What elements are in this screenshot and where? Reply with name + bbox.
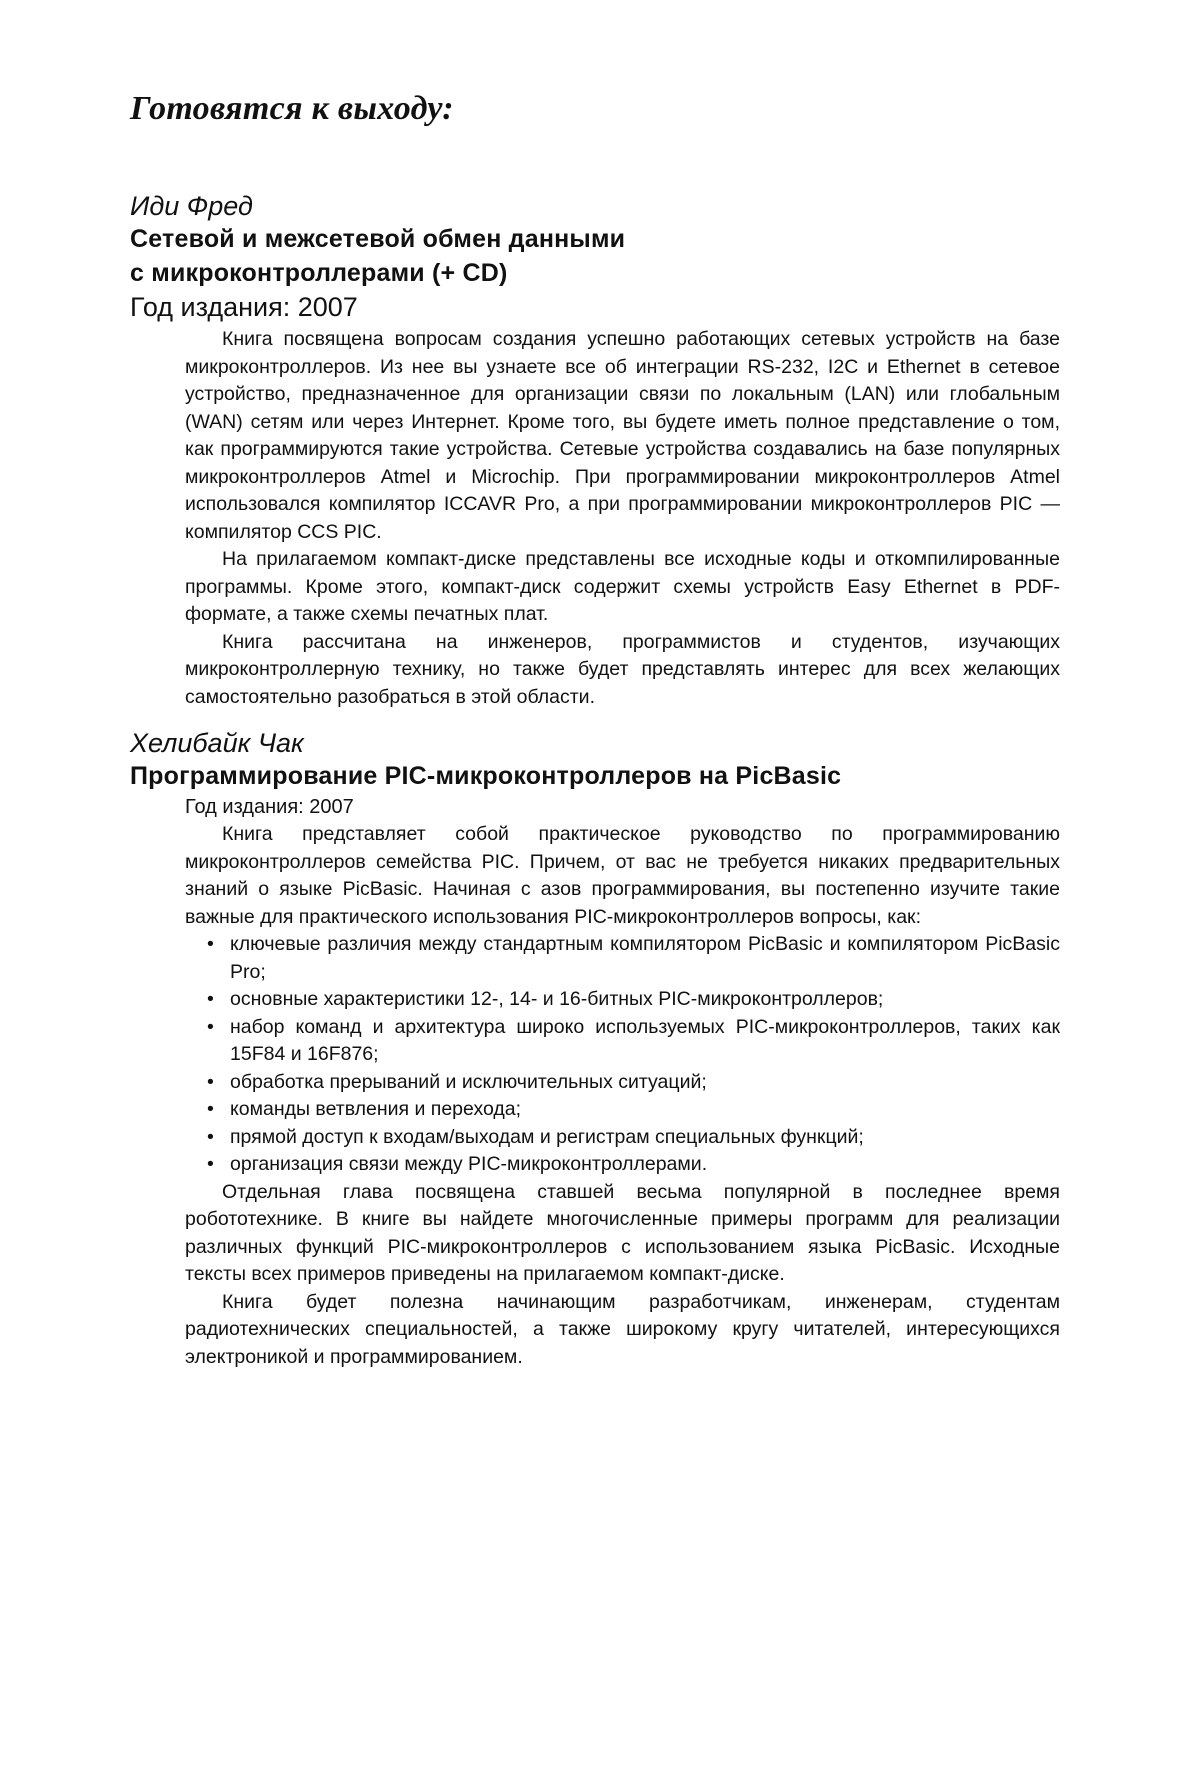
bullet-icon: • <box>207 933 214 955</box>
book-entry-1 <box>130 190 1060 711</box>
book-title: Программирование PIC-микроконтроллеров на PicBasic <box>130 762 842 790</box>
description-paragraph: На прилагаемом компакт-диске представлены все исходные коды и откомпилированные программы. Кроме этого, компакт-диск содержит схемы устройств Easy Ethernet в PDF-формате, а также схемы печатных плат. <box>185 548 1060 625</box>
feature-text: основные характеристики 12-, 14- и 16-битных PIC-микроконтроллеров; <box>230 988 884 1010</box>
page-heading: Готовятся к выходу: <box>130 90 454 127</box>
feature-list-item <box>205 1014 1060 1069</box>
feature-list-item <box>205 986 1060 1014</box>
description-paragraph: Книга рассчитана на инженеров, программистов и студентов, изучающих микроконтроллерную технику, но также будет представлять интерес для всех желающих самостоятельно разобраться в этой области. <box>185 630 1060 708</box>
feature-text: команды ветвления и перехода; <box>230 1098 522 1120</box>
book-description <box>185 821 1060 1371</box>
book-entry-2 <box>130 727 1060 1371</box>
bullet-icon: • <box>207 1098 214 1120</box>
feature-text: организация связи между PIC-микроконтроллерами. <box>230 1153 708 1175</box>
bullet-icon: • <box>207 1125 214 1148</box>
description-paragraph: Книга посвящена вопросам создания успешно работающих сетевых устройств на базе микроконтроллеров. Из нее вы узнаете все об интеграции RS-232, I2C и Ethernet в сетевое устройство, предназначенное для организации связи по локальным (LAN) или глобальным (WAN) сетям или через Интернет. Кроме того, вы будете иметь полное представление о том, как программируются такие устройства. Сетевые устройства создавались на базе популярных микроконтроллеров Atmel и Microchip. При программировании микроконтроллеров Atmel использовался компилятор ICCAVR Pro, а при программировании микроконтроллеров PIC — компилятор CCS PIC. <box>185 328 1060 543</box>
feature-text: набор команд и архитектура широко используемых PIC-микроконтроллеров, таких как 15F84 и 16F876; <box>230 1015 1060 1065</box>
book-description <box>185 326 1060 711</box>
feature-list-item <box>205 1096 1060 1124</box>
bullet-icon: • <box>207 1015 214 1038</box>
book-year: Год издания: 2007 <box>130 292 358 322</box>
book-title-line-2: с микроконтроллерами (+ CD) <box>130 259 508 287</box>
description-paragraph: Отдельная глава посвящена ставшей весьма популярной в последнее время робототехнике. В книге вы найдете многочисленные примеры программ для реализации различных функций PIC-микроконтроллеров с использованием языка PicBasic. Исходные тексты всех примеров приведены на прилагаемом компакт-диске. <box>185 1180 1060 1285</box>
book-year: Год издания: 2007 <box>185 796 354 818</box>
feature-text: ключевые различия между стандартным компилятором PicBasic и компилятором PicBasic Pro; <box>230 933 1060 983</box>
feature-text: прямой доступ к входам/выходам и регистрам специальных функций; <box>230 1125 864 1148</box>
feature-list-item <box>205 1069 1060 1097</box>
feature-text: обработка прерываний и исключительных ситуаций; <box>230 1070 707 1093</box>
bullet-icon: • <box>207 988 214 1010</box>
feature-list-item <box>205 1124 1060 1152</box>
book-author: Иди Фред <box>130 191 253 221</box>
feature-list-item <box>205 1151 1060 1179</box>
book-author: Хелибайк Чак <box>130 728 304 758</box>
bullet-icon: • <box>207 1070 214 1093</box>
book-title-line-1: Сетевой и межсетевой обмен данными <box>130 225 626 253</box>
description-lead: Книга представляет собой практическое руководство по программированию микроконтроллеров семейства PIC. Причем, от вас не требуется никаких предварительных знаний о языке PicBasic. Начиная с азов программирования, вы постепенно изучите такие важные для практического использования PIC-микроконтроллеров вопросы, как: <box>185 823 1060 928</box>
description-paragraph: Книга будет полезна начинающим разработчикам, инженерам, студентам радиотехнических специальностей, а также широкому кругу читателей, интересующихся электроникой и программированием. <box>185 1290 1060 1368</box>
feature-list-item <box>205 931 1060 986</box>
bullet-icon: • <box>207 1153 214 1175</box>
feature-list <box>185 931 1060 1179</box>
